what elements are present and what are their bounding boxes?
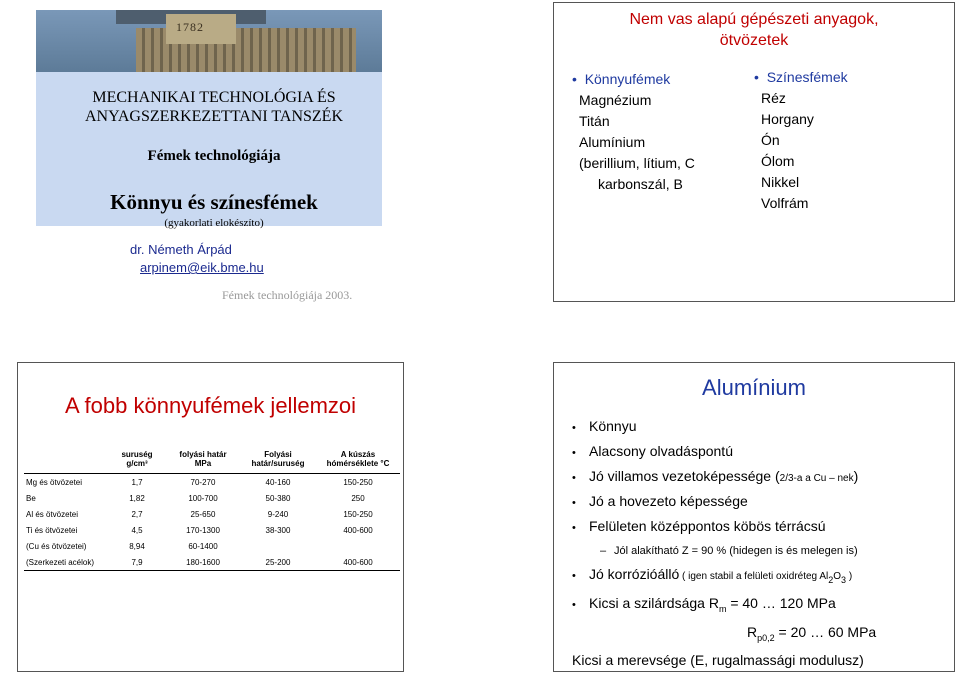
department-name bbox=[44, 88, 384, 126]
list-item: • Jó korrózióálló ( igen stabil a felületi oxidréteg $Al_2O_3$ ) bbox=[572, 563, 952, 592]
table-row: (Szerkezeti acélok) 7,9 180-1600 25-200 400-600 bbox=[24, 554, 400, 571]
light-metals-list bbox=[572, 69, 695, 195]
title-line-2: ötvözetek bbox=[719, 32, 789, 49]
list-item: Alumínium bbox=[579, 134, 646, 150]
column-header: Folyási határ/suruség bbox=[251, 450, 305, 468]
bullet-icon: • bbox=[754, 69, 759, 85]
bullet-icon: • bbox=[572, 522, 576, 534]
bullet-icon: • bbox=[572, 497, 576, 509]
list-item: Ón bbox=[761, 132, 780, 148]
nonferrous-metals-list bbox=[754, 67, 848, 214]
column-header: A kúszás hómérséklete °C bbox=[326, 450, 390, 468]
department-line-2: ANYAGSZERKEZETTANI TANSZÉK bbox=[84, 108, 343, 125]
slide-footer: Fémek technológiája 2003. bbox=[222, 288, 353, 302]
list-item: Titán bbox=[579, 113, 610, 129]
department-line-1: MECHANIKAI TECHNOLÓGIA ÉS bbox=[92, 89, 336, 106]
bullet-icon: • bbox=[572, 472, 576, 484]
list-heading: Könnyufémek bbox=[584, 71, 671, 87]
list-item: (berillium, lítium, C bbox=[579, 155, 695, 171]
table-header-row bbox=[24, 445, 400, 474]
list-item: karbonszál, B bbox=[598, 176, 683, 192]
table-row: Al és ötvözetei 2,7 25-650 9-240 150-250 bbox=[26, 509, 373, 519]
author-name: dr. Németh Árpád bbox=[130, 242, 232, 257]
table-row: (Cu és ötvözetei) 8,94 60-1400 bbox=[26, 541, 218, 551]
slide-title: A fobb könnyufémek jellemzoi bbox=[64, 393, 357, 418]
list-item: Réz bbox=[761, 90, 786, 106]
table-row: Ti és ötvözetei 4,5 170-1300 38-300 400-600 bbox=[26, 525, 373, 535]
list-item: • Felületen középpontos köbös térrácsú bbox=[572, 515, 952, 540]
bullet-icon: • bbox=[572, 71, 577, 87]
slide-title: Alumínium bbox=[702, 375, 806, 400]
list-item: • Jó villamos vezetoképessége (2/3-a a Cu – nek) bbox=[572, 465, 952, 490]
slide-title bbox=[554, 9, 954, 51]
bullet-icon: • bbox=[572, 422, 576, 434]
title-line-1: Nem vas alapú gépészeti anyagok, bbox=[629, 11, 879, 28]
slide-metal-categories bbox=[553, 2, 955, 302]
column-header: folyási határ MPa bbox=[179, 450, 227, 468]
presentation-title: Könnyu és színesfémek bbox=[110, 190, 318, 214]
table-row: Be 1,82 100-700 50-380 250 bbox=[26, 493, 365, 503]
title-panel bbox=[36, 10, 382, 229]
bullet-icon: • bbox=[572, 570, 576, 582]
list-item: Ólom bbox=[761, 153, 795, 169]
subject-title: Fémek technológiája bbox=[147, 148, 281, 164]
slide-title bbox=[30, 2, 405, 302]
list-item: • Kicsi a szilárdsága $R_m = 40$ … 120 MPa bbox=[572, 592, 952, 621]
column-header: suruség g/cm³ bbox=[121, 450, 153, 468]
list-item-continuation: $R_{p0,2} = 20$ … 60 MPa bbox=[747, 623, 877, 643]
sub-list-item: – Jól alakítható Z = 90 % (hidegen is és melegen is) bbox=[572, 540, 952, 563]
column-header bbox=[24, 445, 108, 474]
slide-light-metal-properties bbox=[17, 362, 404, 672]
university-building-image bbox=[36, 10, 382, 72]
list-heading: Színesfémek bbox=[766, 69, 848, 85]
table-row: Mg és ötvözetei 1,7 70-270 40-160 150-250 bbox=[24, 474, 400, 491]
list-item: Horgany bbox=[761, 111, 814, 127]
list-item: Volfrám bbox=[761, 195, 809, 211]
bullet-icon: • bbox=[572, 598, 576, 611]
aluminium-properties-list bbox=[572, 415, 952, 672]
list-item: • Alacsony olvadáspontú bbox=[572, 440, 952, 465]
list-item: Magnézium bbox=[579, 92, 652, 108]
presentation-subtitle: (gyakorlati elokészíto) bbox=[164, 217, 264, 229]
slide-aluminium bbox=[553, 362, 955, 672]
bullet-icon: • bbox=[572, 447, 576, 459]
list-item: • Jó a hovezeto képessége bbox=[572, 490, 952, 515]
author-email-link[interactable]: arpinem@eik.bme.hu bbox=[140, 260, 264, 275]
building-year: 1782 bbox=[176, 20, 204, 34]
dash-icon: – bbox=[600, 545, 607, 557]
list-item: • Könnyu bbox=[572, 415, 952, 440]
list-item: Kicsi a merevsége (E, rugalmassági modulusz) bbox=[572, 652, 864, 669]
list-item: Nikkel bbox=[761, 174, 800, 190]
properties-table bbox=[24, 445, 400, 571]
